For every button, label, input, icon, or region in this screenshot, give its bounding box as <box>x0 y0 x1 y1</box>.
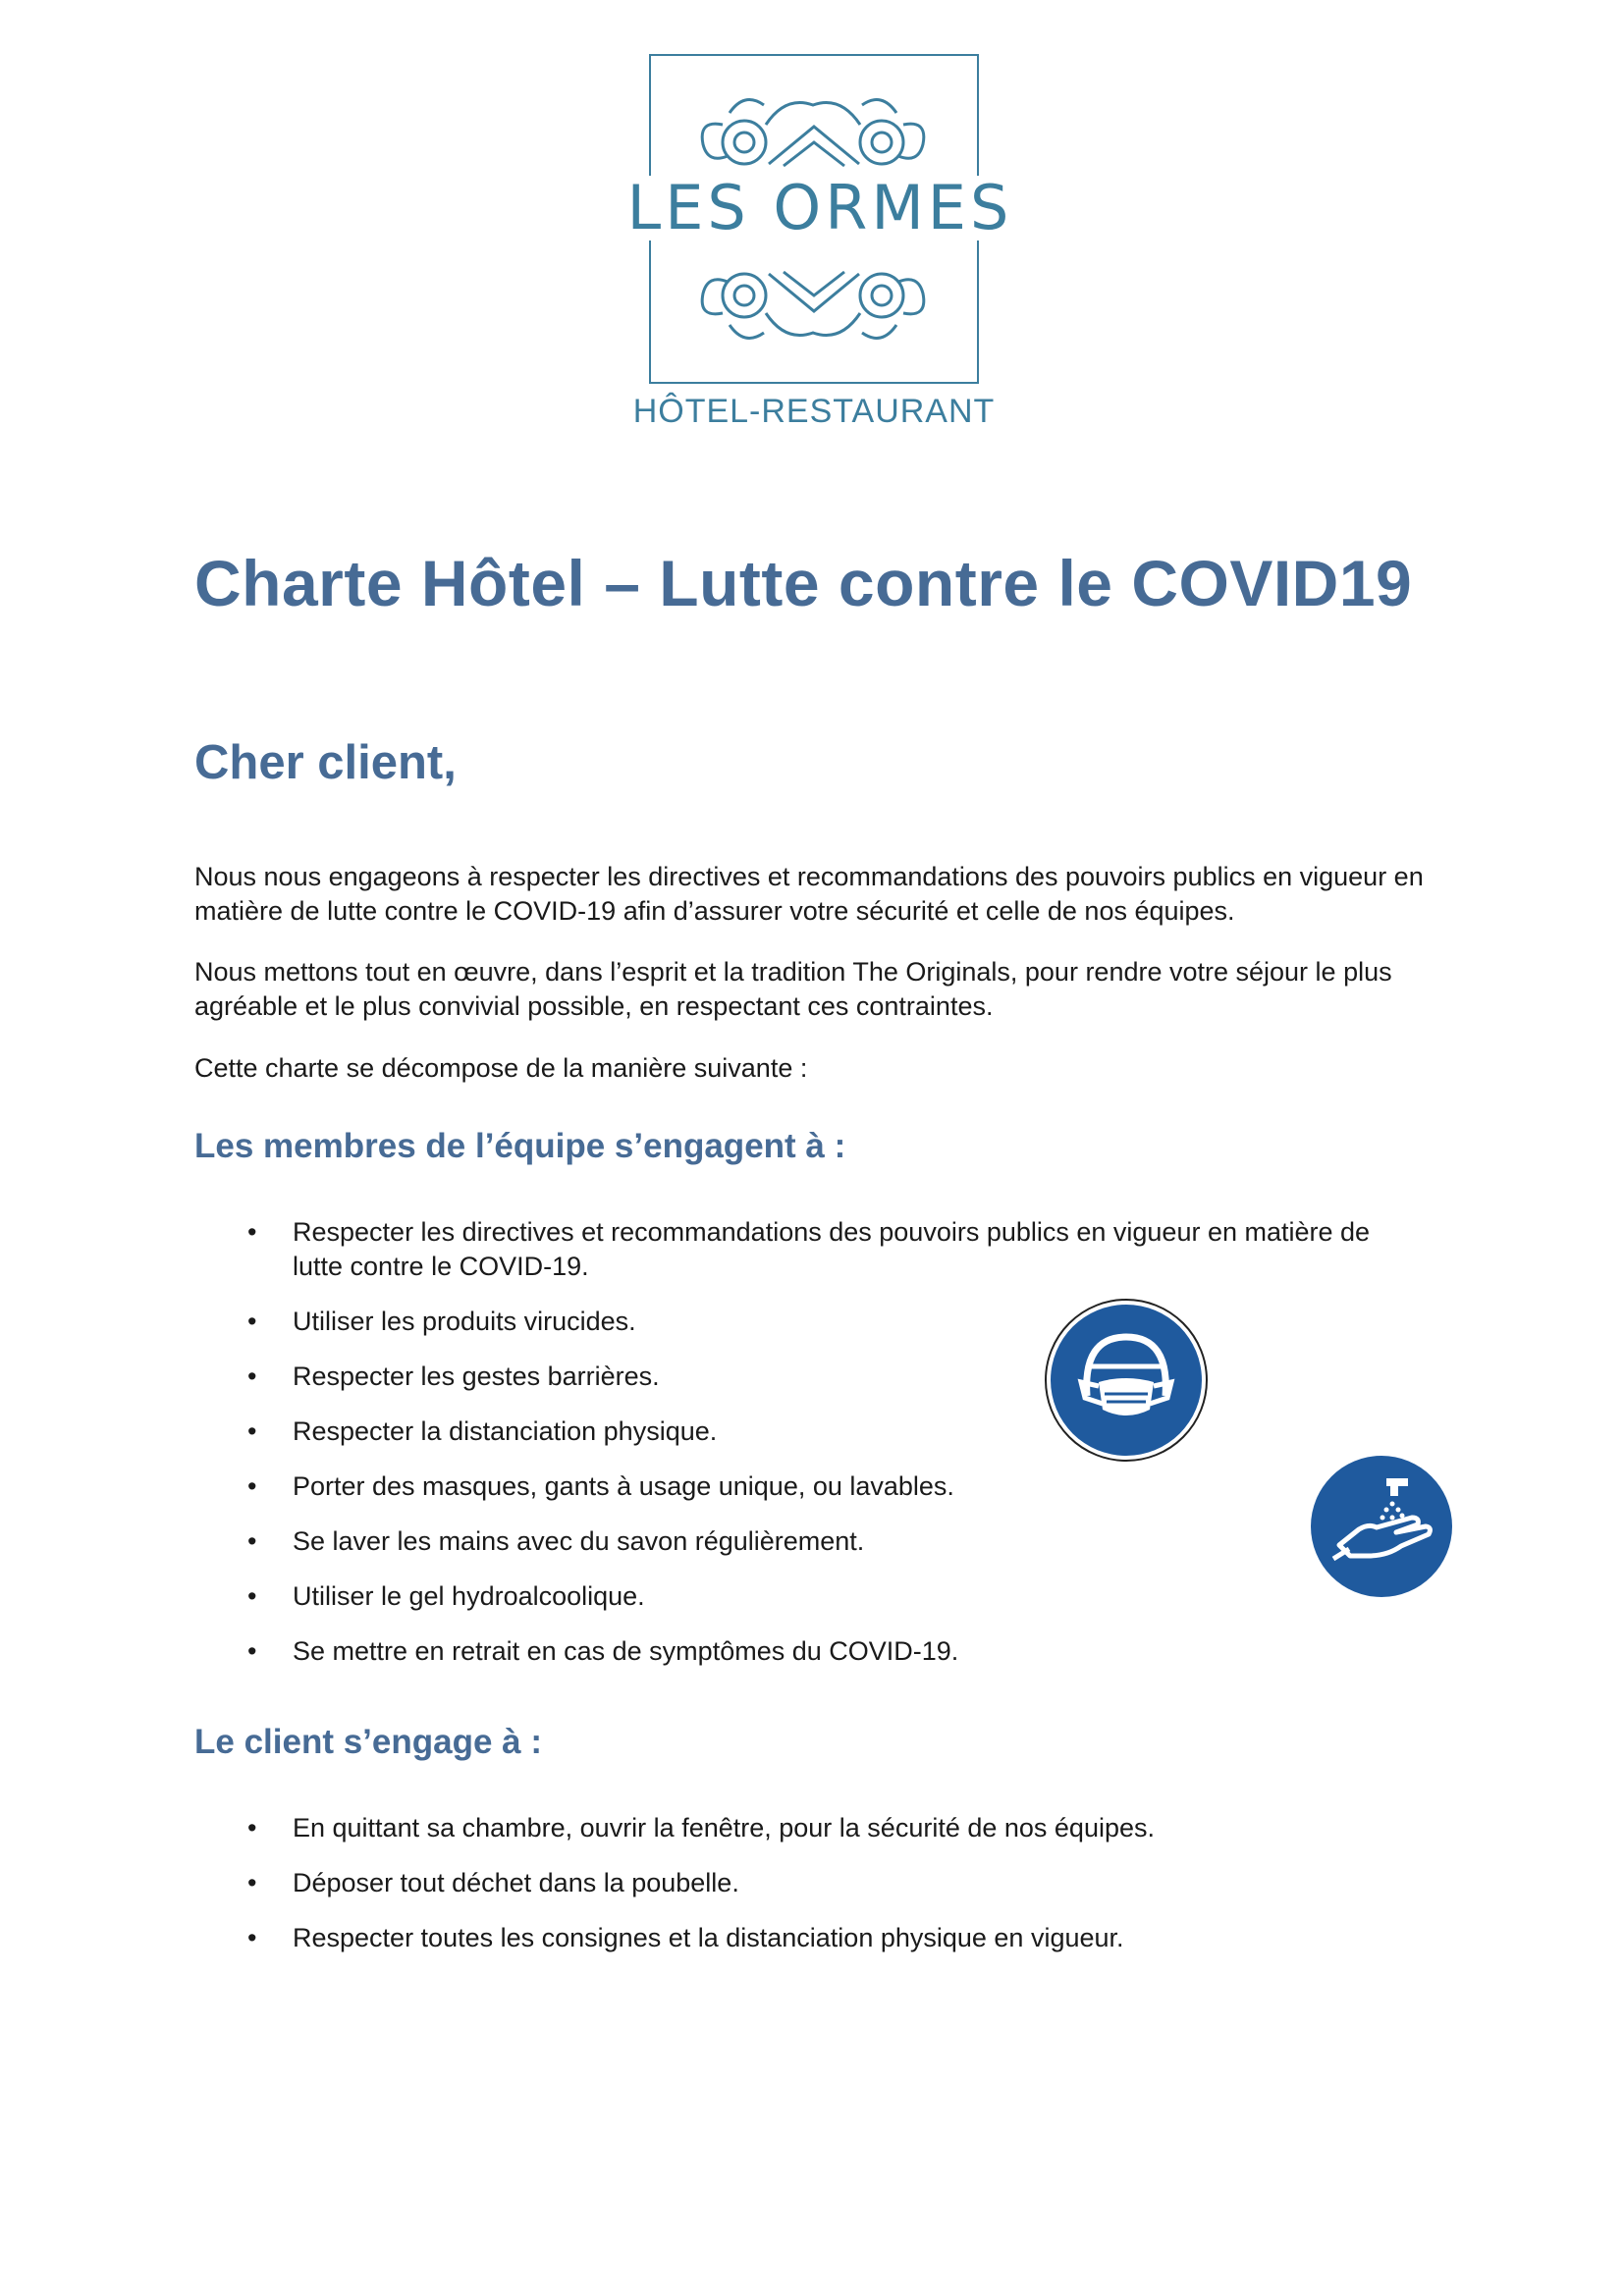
bullet: • <box>247 1636 257 1666</box>
list-item: • Utiliser les produits virucides. <box>0 1305 1422 1339</box>
hand-washing-icon <box>1306 1451 1457 1602</box>
logo-subtitle: HÔTEL-RESTAURANT <box>632 393 996 430</box>
list-item: • Respecter les gestes barrières. <box>0 1360 1422 1394</box>
bullet: • <box>247 1868 257 1897</box>
face-mask-icon <box>1044 1298 1209 1463</box>
list-item: • Respecter toutes les consignes et la distanciation physique en vigueur. <box>0 1921 1422 1955</box>
list-item: • Respecter les directives et recommandations des pouvoirs publics en vigueur en matière de lutte contre le COVID-19. <box>247 1217 1371 1281</box>
bullet: • <box>247 1416 257 1446</box>
bullet: • <box>247 1526 257 1556</box>
client-commitments-list <box>0 1811 1422 1955</box>
list-item: • Porter des masques, gants à usage unique, ou lavables. <box>0 1469 1422 1504</box>
list-item: • Se laver les mains avec du savon régulièrement. <box>0 1524 1422 1559</box>
bullet: • <box>247 1362 257 1391</box>
logo-name: LES ORMES <box>604 176 1036 240</box>
list-item: • Respecter la distanciation physique. <box>0 1415 1422 1449</box>
team-section-heading: Les membres de l’équipe s’engagent à : <box>194 1127 846 1165</box>
greeting: Cher client, <box>194 736 457 789</box>
bullet: • <box>247 1471 257 1501</box>
list-item: • En quittant sa chambre, ouvrir la fenêtre, pour la sécurité de nos équipes. <box>0 1811 1422 1845</box>
intro-paragraph-2: Nous mettons tout en œuvre, dans l’esprit et la tradition The Originals, pour rendre votre séjour le plus agréable et le plus convivial possible, en respectant ces contraintes. <box>194 957 1392 1021</box>
bullet: • <box>247 1581 257 1611</box>
bullet: • <box>247 1813 257 1842</box>
list-item: • Se mettre en retrait en cas de symptômes du COVID-19. <box>0 1634 1422 1669</box>
list-item: • Déposer tout déchet dans la poubelle. <box>0 1866 1422 1900</box>
bullet: • <box>247 1307 257 1336</box>
page-title: Charte Hôtel – Lutte contre le COVID19 <box>194 547 1413 619</box>
hotel-logo <box>584 39 1056 481</box>
intro-paragraph-1: Nous nous engageons à respecter les directives et recommandations des pouvoirs publics en vigueur en matière de lutte contre le COVID-19 afin d’assurer votre sécurité et celle de nos équipes. <box>194 862 1424 926</box>
intro-paragraph-3: Cette charte se décompose de la manière suivante : <box>194 1053 808 1083</box>
bullet: • <box>247 1217 257 1247</box>
list-item: • Utiliser le gel hydroalcoolique. <box>0 1579 1422 1614</box>
client-section-heading: Le client s’engage à : <box>194 1723 542 1761</box>
bullet: • <box>247 1923 257 1952</box>
